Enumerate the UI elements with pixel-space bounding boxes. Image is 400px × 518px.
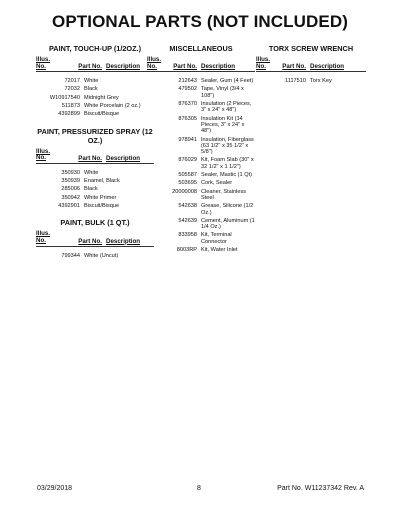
table-row: 4392899 Biscuit/Bisque <box>58 111 120 118</box>
table-header <box>36 57 154 72</box>
pressurized-rows <box>36 170 154 209</box>
table-row: 876370 Insulation (2 Pieces, 3" x 24" x 48") <box>178 101 252 114</box>
section-title-touchup: PAINT, TOUCH-UP (1/2OZ.) <box>48 44 142 53</box>
table-row: 833958 Kit, Terminal Connector <box>178 232 232 245</box>
table-row: 212643 Sealer, Gum (4 Feet) <box>178 78 254 85</box>
bulk-rows <box>36 253 154 259</box>
table-row: 350930 White <box>61 169 99 176</box>
header-description: Description <box>106 154 141 162</box>
header-illus: Illus. No. <box>147 56 162 70</box>
table-row: 20000008 Cleaner, Stainless Steel <box>172 188 247 201</box>
torx-rows <box>256 78 366 84</box>
header-illus: Illus. No. <box>256 56 271 70</box>
header-description: Description <box>106 63 141 71</box>
header-illus: Illus. No. <box>36 147 51 162</box>
header-description: Description <box>310 63 345 71</box>
header-description: Description <box>106 237 141 245</box>
table-row: 542639 Cement, Aluminum (1 1/4 Oz.) <box>178 217 255 231</box>
table-header <box>36 149 154 164</box>
section-title-pressurized: PAINT, PRESSURIZED SPRAY (12 OZ.) <box>37 126 153 145</box>
header-illus: Illus. No. <box>36 230 51 244</box>
table-row: 72032 Black <box>64 86 98 93</box>
section-title-misc: MISCELLANEOUS <box>169 44 233 53</box>
paint-column <box>36 44 154 261</box>
table-row: W10917540 Midnight Grey <box>49 94 119 101</box>
table-row: 799344 White (Uncut) <box>61 252 119 259</box>
table-row: 72017 White <box>64 78 99 85</box>
section-title-torx: TORX SCREW WRENCH <box>268 44 354 53</box>
touchup-rows <box>36 78 154 117</box>
footer-part-number: Part No. W11237342 Rev. A <box>277 485 364 492</box>
header-part-no: Part No. <box>78 237 102 245</box>
table-row: 503695 Cork, Sealer <box>178 180 233 187</box>
page-title: OPTIONAL PARTS (NOT INCLUDED) <box>52 12 348 31</box>
footer-page-number: 8 <box>197 485 201 492</box>
table-row: 285006 Black <box>61 186 98 193</box>
table-row: 479502 Tape, Vinyl (3/4 x 108") <box>178 86 244 99</box>
table-header <box>256 57 366 72</box>
header-part-no: Part No. <box>78 63 102 71</box>
table-row: 350942 White Primer <box>61 194 117 201</box>
table-row: 978941 Insulation, Fiberglass (63 1/2" x 35 1/2" x 5/8") <box>178 136 254 156</box>
table-row: 8003RP Kit, Water Inlet <box>176 247 238 254</box>
table-row: 876305 Insulation Kit (14 Pieces, 3" x 24" x 48") <box>178 115 245 135</box>
table-header <box>147 57 255 72</box>
table-row: 876029 Kit, Foam Slab (30" x 32 1/2" x 1 1/2") <box>178 157 254 170</box>
footer-date: 03/29/2018 <box>37 485 73 492</box>
table-row: 350939 Enamel, Black <box>61 178 120 185</box>
table-row: 542638 Grease, Silicone (1/2 Oz.) <box>178 203 254 216</box>
header-illus: Illus. No. <box>36 56 51 70</box>
torx-column <box>256 44 366 86</box>
table-row: 505587 Sealer, Mastic (1 Qt) <box>178 172 252 179</box>
table-header <box>36 231 154 246</box>
table-row: 511873 White Porcelain (2 oz.) <box>61 103 141 110</box>
header-description: Description <box>201 63 236 71</box>
section-title-bulk: PAINT, BULK (1 QT.) <box>60 218 130 228</box>
header-part-no: Part No. <box>282 63 306 71</box>
misc-rows <box>147 78 255 253</box>
table-row: 4392901 Biscuit/Bisque <box>58 203 120 210</box>
misc-column <box>147 44 255 255</box>
header-part-no: Part No. <box>173 63 197 71</box>
header-part-no: Part No. <box>78 154 102 162</box>
table-row: 1117510 Torx Key <box>285 78 332 85</box>
